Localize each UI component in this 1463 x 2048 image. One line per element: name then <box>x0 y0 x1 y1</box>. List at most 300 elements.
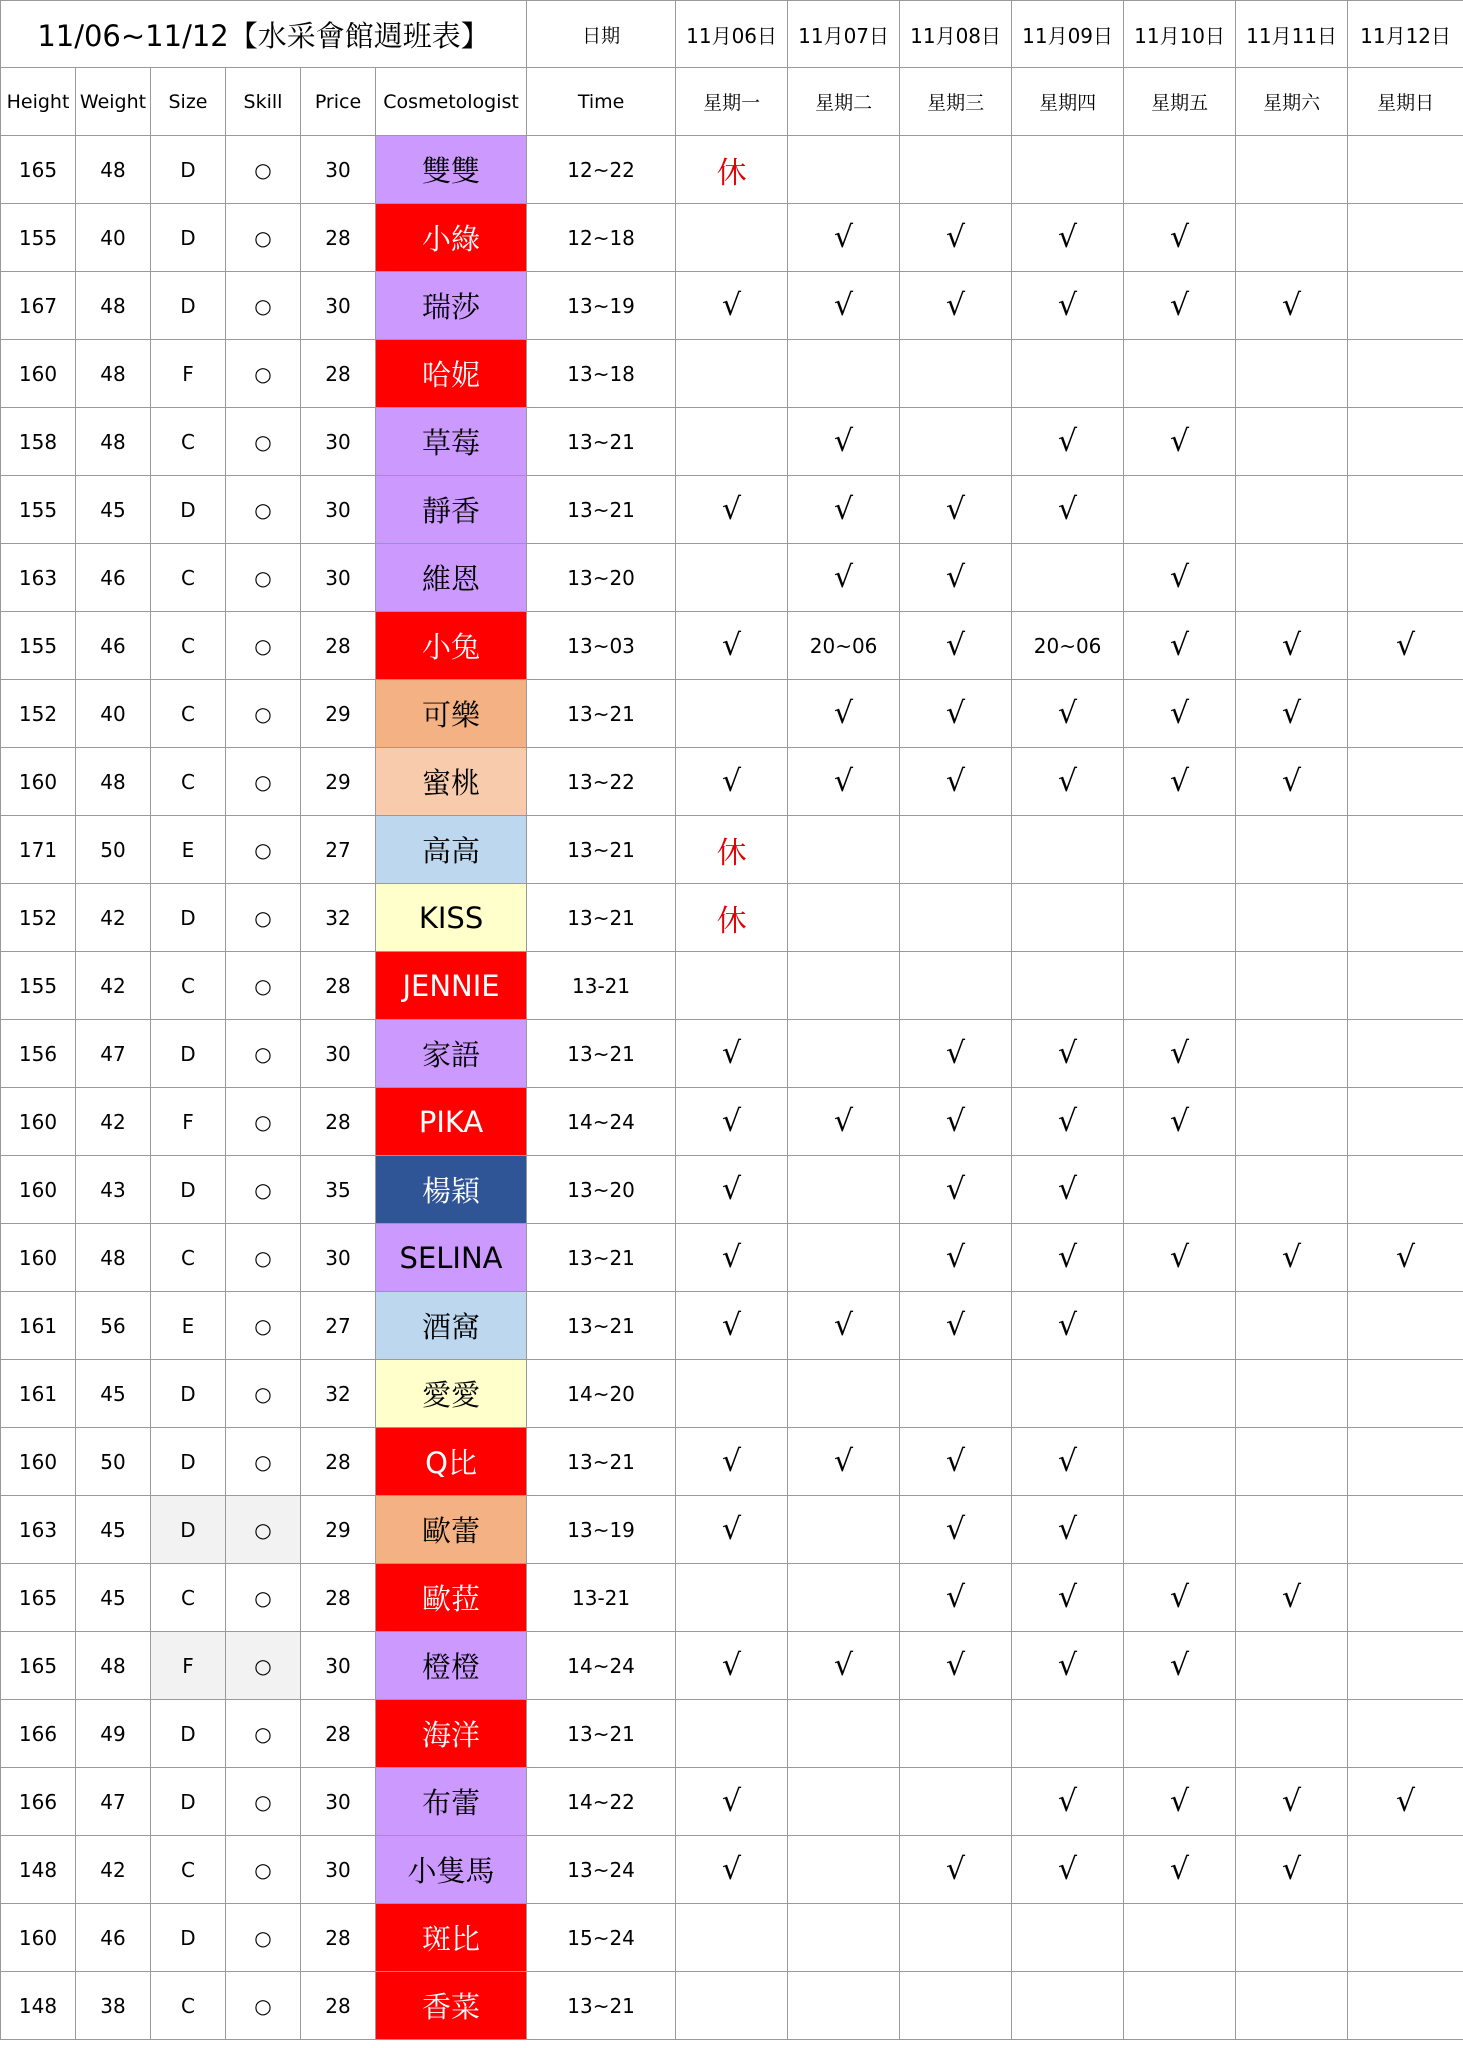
skill-cell: ○ <box>226 408 301 476</box>
time-cell: 12~18 <box>527 204 676 272</box>
day-cell <box>1124 1904 1236 1972</box>
cosmetologist-name: PIKA <box>376 1088 527 1156</box>
day-cell <box>1348 544 1463 612</box>
height-cell: 155 <box>1 612 76 680</box>
day-shift-time: 20~06 <box>788 612 900 680</box>
day-check-mark: √ <box>900 748 1012 816</box>
size-cell: C <box>151 408 226 476</box>
size-cell: C <box>151 612 226 680</box>
column-header-size: Size <box>151 68 226 136</box>
day-check-mark: √ <box>676 1428 788 1496</box>
day-cell <box>1348 748 1463 816</box>
day-cell <box>1012 1700 1124 1768</box>
cosmetologist-name: 海洋 <box>376 1700 527 1768</box>
day-cell <box>1236 952 1348 1020</box>
day-cell <box>900 408 1012 476</box>
size-cell: D <box>151 1360 226 1428</box>
size-cell: D <box>151 1700 226 1768</box>
height-cell: 160 <box>1 1904 76 1972</box>
price-cell: 30 <box>301 1632 376 1700</box>
day-check-mark: √ <box>1124 1768 1236 1836</box>
skill-cell: ○ <box>226 1020 301 1088</box>
day-cell <box>1012 952 1124 1020</box>
date-header: 11月12日 <box>1348 1 1463 68</box>
time-cell: 13~21 <box>527 476 676 544</box>
date-label: 日期 <box>527 1 676 68</box>
day-cell <box>1124 816 1236 884</box>
day-cell <box>1236 1428 1348 1496</box>
date-header: 11月06日 <box>676 1 788 68</box>
day-check-mark: √ <box>1012 748 1124 816</box>
time-cell: 13~22 <box>527 748 676 816</box>
table-row <box>1 1020 1463 1088</box>
day-cell <box>1348 1972 1463 2040</box>
time-cell: 13~20 <box>527 1156 676 1224</box>
table-row <box>1 1700 1463 1768</box>
cosmetologist-name: 靜香 <box>376 476 527 544</box>
day-check-mark: √ <box>1012 476 1124 544</box>
height-cell: 161 <box>1 1292 76 1360</box>
price-cell: 28 <box>301 1904 376 1972</box>
day-cell <box>788 952 900 1020</box>
weight-cell: 48 <box>76 136 151 204</box>
cosmetologist-name: 小綠 <box>376 204 527 272</box>
weight-cell: 45 <box>76 476 151 544</box>
day-cell <box>900 136 1012 204</box>
price-cell: 28 <box>301 1564 376 1632</box>
day-check-mark: √ <box>1236 612 1348 680</box>
weekday-header: 星期六 <box>1236 68 1348 136</box>
weight-cell: 45 <box>76 1360 151 1428</box>
skill-cell: ○ <box>226 884 301 952</box>
cosmetologist-name: 楊穎 <box>376 1156 527 1224</box>
weight-cell: 42 <box>76 884 151 952</box>
weight-cell: 43 <box>76 1156 151 1224</box>
time-cell: 13~03 <box>527 612 676 680</box>
table-row <box>1 816 1463 884</box>
day-check-mark: √ <box>788 204 900 272</box>
skill-cell: ○ <box>226 1088 301 1156</box>
day-cell <box>676 204 788 272</box>
table-row <box>1 1292 1463 1360</box>
day-check-mark: √ <box>900 1224 1012 1292</box>
price-cell: 30 <box>301 1020 376 1088</box>
time-cell: 13~24 <box>527 1836 676 1904</box>
day-cell <box>1348 408 1463 476</box>
date-header: 11月07日 <box>788 1 900 68</box>
size-cell: D <box>151 1020 226 1088</box>
skill-cell: ○ <box>226 748 301 816</box>
skill-cell: ○ <box>226 952 301 1020</box>
price-cell: 32 <box>301 884 376 952</box>
day-cell <box>1236 408 1348 476</box>
cosmetologist-name: 可樂 <box>376 680 527 748</box>
price-cell: 28 <box>301 204 376 272</box>
height-cell: 166 <box>1 1700 76 1768</box>
cosmetologist-name: 高高 <box>376 816 527 884</box>
day-check-mark: √ <box>1012 1564 1124 1632</box>
day-check-mark: √ <box>1236 1768 1348 1836</box>
time-cell: 13~21 <box>527 680 676 748</box>
day-cell <box>1236 1972 1348 2040</box>
day-check-mark: √ <box>1012 272 1124 340</box>
day-cell <box>788 1360 900 1428</box>
day-cell <box>1236 1020 1348 1088</box>
price-cell: 29 <box>301 1496 376 1564</box>
day-check-mark: √ <box>1124 1632 1236 1700</box>
day-check-mark: √ <box>1012 1836 1124 1904</box>
skill-cell: ○ <box>226 136 301 204</box>
time-cell: 13-21 <box>527 952 676 1020</box>
day-cell <box>900 1768 1012 1836</box>
height-cell: 148 <box>1 1972 76 2040</box>
day-cell <box>788 1904 900 1972</box>
day-check-mark: √ <box>788 1428 900 1496</box>
day-off-mark: 休 <box>676 884 788 952</box>
weight-cell: 42 <box>76 1836 151 1904</box>
day-check-mark: √ <box>1012 1020 1124 1088</box>
weight-cell: 48 <box>76 408 151 476</box>
day-cell <box>900 952 1012 1020</box>
day-off-mark: 休 <box>676 816 788 884</box>
day-cell <box>1236 340 1348 408</box>
day-check-mark: √ <box>1012 1496 1124 1564</box>
day-check-mark: √ <box>676 612 788 680</box>
day-cell <box>1348 272 1463 340</box>
day-check-mark: √ <box>1124 680 1236 748</box>
day-check-mark: √ <box>1236 1564 1348 1632</box>
table-row <box>1 612 1463 680</box>
height-cell: 160 <box>1 1156 76 1224</box>
size-cell: D <box>151 884 226 952</box>
date-header: 11月09日 <box>1012 1 1124 68</box>
height-cell: 156 <box>1 1020 76 1088</box>
size-cell: E <box>151 816 226 884</box>
day-check-mark: √ <box>1012 1632 1124 1700</box>
height-cell: 160 <box>1 1088 76 1156</box>
day-cell <box>788 136 900 204</box>
time-cell: 13~21 <box>527 408 676 476</box>
day-cell <box>1124 476 1236 544</box>
table-row <box>1 1156 1463 1224</box>
weight-cell: 48 <box>76 1224 151 1292</box>
day-cell <box>676 680 788 748</box>
day-cell <box>1236 1496 1348 1564</box>
size-cell: C <box>151 1224 226 1292</box>
cosmetologist-name: 小隻馬 <box>376 1836 527 1904</box>
day-cell <box>1124 1496 1236 1564</box>
time-cell: 14~22 <box>527 1768 676 1836</box>
price-cell: 28 <box>301 1088 376 1156</box>
height-cell: 152 <box>1 884 76 952</box>
skill-cell: ○ <box>226 1292 301 1360</box>
cosmetologist-name: 小兔 <box>376 612 527 680</box>
price-cell: 30 <box>301 544 376 612</box>
day-cell <box>1348 680 1463 748</box>
day-cell <box>676 340 788 408</box>
day-check-mark: √ <box>1124 544 1236 612</box>
size-cell: D <box>151 1904 226 1972</box>
cosmetologist-name: 維恩 <box>376 544 527 612</box>
day-check-mark: √ <box>1012 1768 1124 1836</box>
day-check-mark: √ <box>1348 1768 1463 1836</box>
day-check-mark: √ <box>1124 1836 1236 1904</box>
day-cell <box>1348 816 1463 884</box>
weight-cell: 40 <box>76 680 151 748</box>
date-header: 11月11日 <box>1236 1 1348 68</box>
weight-cell: 40 <box>76 204 151 272</box>
weight-cell: 45 <box>76 1496 151 1564</box>
day-cell <box>1348 136 1463 204</box>
day-cell <box>1236 816 1348 884</box>
cosmetologist-name: 香菜 <box>376 1972 527 2040</box>
day-cell <box>1124 952 1236 1020</box>
time-cell: 13~21 <box>527 1292 676 1360</box>
cosmetologist-name: 蜜桃 <box>376 748 527 816</box>
cosmetologist-name: KISS <box>376 884 527 952</box>
day-check-mark: √ <box>788 748 900 816</box>
day-cell <box>900 884 1012 952</box>
day-cell <box>1348 1156 1463 1224</box>
size-cell: F <box>151 1632 226 1700</box>
weekday-header: 星期日 <box>1348 68 1463 136</box>
day-check-mark: √ <box>788 544 900 612</box>
skill-cell: ○ <box>226 1564 301 1632</box>
day-check-mark: √ <box>788 1632 900 1700</box>
day-cell <box>788 1156 900 1224</box>
day-check-mark: √ <box>1012 680 1124 748</box>
day-check-mark: √ <box>676 1088 788 1156</box>
skill-cell: ○ <box>226 544 301 612</box>
day-check-mark: √ <box>1012 1292 1124 1360</box>
skill-cell: ○ <box>226 1224 301 1292</box>
table-row <box>1 952 1463 1020</box>
day-cell <box>1012 136 1124 204</box>
day-cell <box>1348 340 1463 408</box>
day-cell <box>1236 1292 1348 1360</box>
weight-cell: 50 <box>76 1428 151 1496</box>
size-cell: D <box>151 204 226 272</box>
weight-cell: 42 <box>76 952 151 1020</box>
size-cell: F <box>151 1088 226 1156</box>
size-cell: C <box>151 1972 226 2040</box>
table-title: 11/06~11/12【水采會館週班表】 <box>1 1 527 68</box>
height-cell: 148 <box>1 1836 76 1904</box>
price-cell: 27 <box>301 816 376 884</box>
day-cell <box>676 408 788 476</box>
weight-cell: 50 <box>76 816 151 884</box>
day-check-mark: √ <box>1012 1156 1124 1224</box>
day-cell <box>676 952 788 1020</box>
day-check-mark: √ <box>1012 1088 1124 1156</box>
table-row <box>1 408 1463 476</box>
height-cell: 155 <box>1 476 76 544</box>
time-cell: 13~19 <box>527 1496 676 1564</box>
day-check-mark: √ <box>1348 1224 1463 1292</box>
skill-cell: ○ <box>226 272 301 340</box>
column-header-weight: Weight <box>76 68 151 136</box>
day-check-mark: √ <box>788 476 900 544</box>
day-check-mark: √ <box>1124 408 1236 476</box>
weight-cell: 49 <box>76 1700 151 1768</box>
day-check-mark: √ <box>900 1428 1012 1496</box>
size-cell: D <box>151 476 226 544</box>
table-row <box>1 1088 1463 1156</box>
day-check-mark: √ <box>676 1496 788 1564</box>
height-cell: 167 <box>1 272 76 340</box>
skill-cell: ○ <box>226 204 301 272</box>
day-cell <box>1348 1564 1463 1632</box>
day-cell <box>788 816 900 884</box>
height-cell: 160 <box>1 1428 76 1496</box>
day-cell <box>676 1360 788 1428</box>
table-row <box>1 680 1463 748</box>
time-cell: 13-21 <box>527 1564 676 1632</box>
day-cell <box>676 1904 788 1972</box>
day-check-mark: √ <box>1124 204 1236 272</box>
table-row <box>1 1360 1463 1428</box>
day-check-mark: √ <box>1012 1428 1124 1496</box>
table-row <box>1 136 1463 204</box>
day-check-mark: √ <box>788 680 900 748</box>
weight-cell: 47 <box>76 1020 151 1088</box>
price-cell: 35 <box>301 1156 376 1224</box>
skill-cell: ○ <box>226 816 301 884</box>
cosmetologist-name: 歐菈 <box>376 1564 527 1632</box>
day-check-mark: √ <box>676 1020 788 1088</box>
day-cell <box>1012 1904 1124 1972</box>
price-cell: 30 <box>301 1224 376 1292</box>
day-check-mark: √ <box>676 1768 788 1836</box>
price-cell: 28 <box>301 1700 376 1768</box>
day-cell <box>1348 1360 1463 1428</box>
day-check-mark: √ <box>900 476 1012 544</box>
day-cell <box>788 1020 900 1088</box>
day-check-mark: √ <box>1124 612 1236 680</box>
cosmetologist-name: 哈妮 <box>376 340 527 408</box>
day-cell <box>1012 816 1124 884</box>
time-cell: 13~21 <box>527 884 676 952</box>
day-cell <box>676 1564 788 1632</box>
table-row <box>1 476 1463 544</box>
day-cell <box>900 816 1012 884</box>
day-check-mark: √ <box>1236 680 1348 748</box>
cosmetologist-name: 橙橙 <box>376 1632 527 1700</box>
weekday-header: 星期四 <box>1012 68 1124 136</box>
day-cell <box>788 1564 900 1632</box>
weight-cell: 48 <box>76 272 151 340</box>
day-cell <box>1236 1904 1348 1972</box>
day-check-mark: √ <box>1348 612 1463 680</box>
weight-cell: 46 <box>76 1904 151 1972</box>
weight-cell: 38 <box>76 1972 151 2040</box>
cosmetologist-name: 雙雙 <box>376 136 527 204</box>
day-check-mark: √ <box>900 1156 1012 1224</box>
day-cell <box>788 1496 900 1564</box>
date-header: 11月08日 <box>900 1 1012 68</box>
day-cell <box>1348 1496 1463 1564</box>
day-cell <box>676 1700 788 1768</box>
day-check-mark: √ <box>900 544 1012 612</box>
day-cell <box>676 1972 788 2040</box>
day-cell <box>1348 1428 1463 1496</box>
height-cell: 163 <box>1 544 76 612</box>
size-cell: C <box>151 952 226 1020</box>
day-off-mark: 休 <box>676 136 788 204</box>
day-check-mark: √ <box>676 1224 788 1292</box>
price-cell: 29 <box>301 680 376 748</box>
day-check-mark: √ <box>788 1292 900 1360</box>
time-cell: 14~20 <box>527 1360 676 1428</box>
day-cell <box>1348 884 1463 952</box>
price-cell: 30 <box>301 1768 376 1836</box>
height-cell: 155 <box>1 952 76 1020</box>
day-cell <box>788 884 900 952</box>
day-shift-time: 20~06 <box>1012 612 1124 680</box>
table-row <box>1 340 1463 408</box>
day-cell <box>1124 1700 1236 1768</box>
price-cell: 28 <box>301 952 376 1020</box>
size-cell: D <box>151 1428 226 1496</box>
height-cell: 166 <box>1 1768 76 1836</box>
time-cell: 15~24 <box>527 1904 676 1972</box>
time-cell: 13~18 <box>527 340 676 408</box>
table-row <box>1 1496 1463 1564</box>
height-cell: 160 <box>1 340 76 408</box>
cosmetologist-name: 瑞莎 <box>376 272 527 340</box>
size-cell: C <box>151 1564 226 1632</box>
size-cell: D <box>151 1496 226 1564</box>
day-check-mark: √ <box>676 272 788 340</box>
size-cell: C <box>151 1836 226 1904</box>
price-cell: 30 <box>301 136 376 204</box>
day-check-mark: √ <box>676 476 788 544</box>
height-cell: 171 <box>1 816 76 884</box>
size-cell: E <box>151 1292 226 1360</box>
weight-cell: 48 <box>76 340 151 408</box>
column-header-skill: Skill <box>226 68 301 136</box>
size-cell: D <box>151 136 226 204</box>
day-cell <box>1348 952 1463 1020</box>
day-check-mark: √ <box>788 408 900 476</box>
height-cell: 160 <box>1 748 76 816</box>
height-cell: 160 <box>1 1224 76 1292</box>
skill-cell: ○ <box>226 1156 301 1224</box>
day-cell <box>1124 1156 1236 1224</box>
height-cell: 165 <box>1 136 76 204</box>
day-check-mark: √ <box>900 1088 1012 1156</box>
weight-cell: 48 <box>76 1632 151 1700</box>
day-cell <box>1012 884 1124 952</box>
day-check-mark: √ <box>900 1836 1012 1904</box>
day-cell <box>1236 1700 1348 1768</box>
day-check-mark: √ <box>788 272 900 340</box>
day-cell <box>1236 1360 1348 1428</box>
day-check-mark: √ <box>1124 1224 1236 1292</box>
day-cell <box>900 1700 1012 1768</box>
weekday-header: 星期三 <box>900 68 1012 136</box>
day-cell <box>1348 204 1463 272</box>
day-cell <box>900 1360 1012 1428</box>
day-cell <box>1236 476 1348 544</box>
day-check-mark: √ <box>900 204 1012 272</box>
price-cell: 28 <box>301 612 376 680</box>
size-cell: C <box>151 680 226 748</box>
time-cell: 13~21 <box>527 1972 676 2040</box>
day-check-mark: √ <box>1124 1564 1236 1632</box>
skill-cell: ○ <box>226 1768 301 1836</box>
day-cell <box>1236 1632 1348 1700</box>
